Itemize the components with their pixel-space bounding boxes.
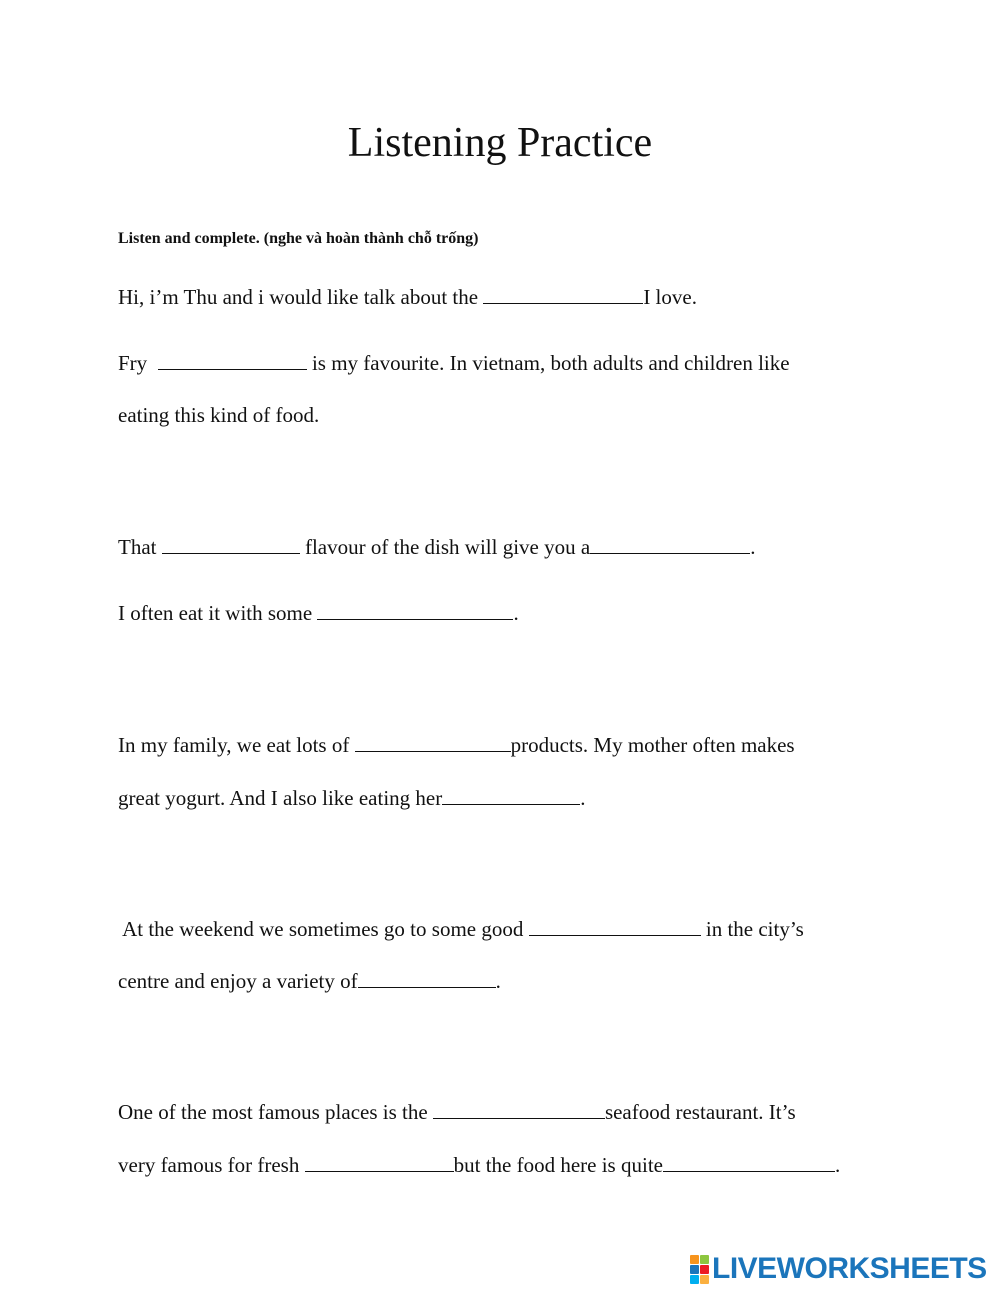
text-segment: . xyxy=(513,601,519,625)
text-segment: flavour of the dish will give you a xyxy=(299,535,591,559)
answer-blank-9[interactable] xyxy=(358,967,496,988)
logo-text: LIVEWORKSHEETS xyxy=(712,1252,987,1285)
text-segment: in the city’s xyxy=(700,917,804,941)
sentence-line-2 xyxy=(118,349,790,376)
answer-blank-10[interactable] xyxy=(433,1098,605,1119)
answer-blank-5[interactable] xyxy=(317,599,513,620)
sentence-line-11 xyxy=(118,1151,840,1178)
text-segment: is my favourite. In vietnam, both adults and children like xyxy=(306,351,790,375)
answer-blank-1[interactable] xyxy=(483,283,643,304)
text-segment: . xyxy=(495,969,501,993)
answer-blank-8[interactable] xyxy=(529,915,701,936)
liveworksheets-logo[interactable] xyxy=(690,1253,987,1285)
text-segment: In my family, we eat lots of xyxy=(118,733,355,757)
sentence-line-10 xyxy=(118,1098,796,1125)
page-title: Listening Practice xyxy=(347,120,653,166)
sentence-line-1 xyxy=(118,283,697,310)
text-segment: I love. xyxy=(643,285,697,309)
text-segment: eating this kind of food. xyxy=(118,403,320,427)
text-segment: seafood restaurant. It’s xyxy=(604,1100,796,1124)
instruction-text: Listen and complete. (nghe và hoàn thành chỗ trống) xyxy=(118,230,479,247)
answer-blank-3[interactable] xyxy=(162,533,300,554)
answer-blank-11[interactable] xyxy=(305,1151,454,1172)
sentence-line-4 xyxy=(118,533,755,560)
answer-blank-7[interactable] xyxy=(442,784,580,805)
text-segment: One of the most famous places is the xyxy=(118,1100,433,1124)
text-segment: Fry xyxy=(118,351,158,375)
text-segment: At the weekend we sometimes go to some good xyxy=(118,917,529,941)
sentence-line-5 xyxy=(118,599,519,626)
text-segment: I often eat it with some xyxy=(118,601,318,625)
text-segment: products. My mother often makes xyxy=(510,733,795,757)
answer-blank-6[interactable] xyxy=(355,731,511,752)
text-segment: centre and enjoy a variety of xyxy=(118,969,358,993)
sentence-line-3 xyxy=(118,402,319,428)
sentence-line-9 xyxy=(118,967,501,994)
text-segment: . xyxy=(834,1153,841,1177)
text-segment: but the food here is quite xyxy=(453,1153,663,1177)
text-segment: . xyxy=(580,786,586,810)
answer-blank-4[interactable] xyxy=(590,533,750,554)
text-segment: That xyxy=(118,535,162,559)
answer-blank-12[interactable] xyxy=(663,1151,835,1172)
text-segment: great yogurt. And I also like eating her xyxy=(118,786,443,810)
answer-blank-2[interactable] xyxy=(158,349,307,370)
sentence-line-7 xyxy=(118,784,586,811)
text-segment: . xyxy=(750,535,756,559)
sentence-line-8 xyxy=(118,915,804,942)
text-segment: Hi, i’m Thu and i would like talk about the xyxy=(118,285,484,309)
text-segment: very famous for fresh xyxy=(118,1153,305,1177)
liveworksheets-logo-icon xyxy=(690,1255,709,1284)
sentence-line-6 xyxy=(118,731,795,758)
